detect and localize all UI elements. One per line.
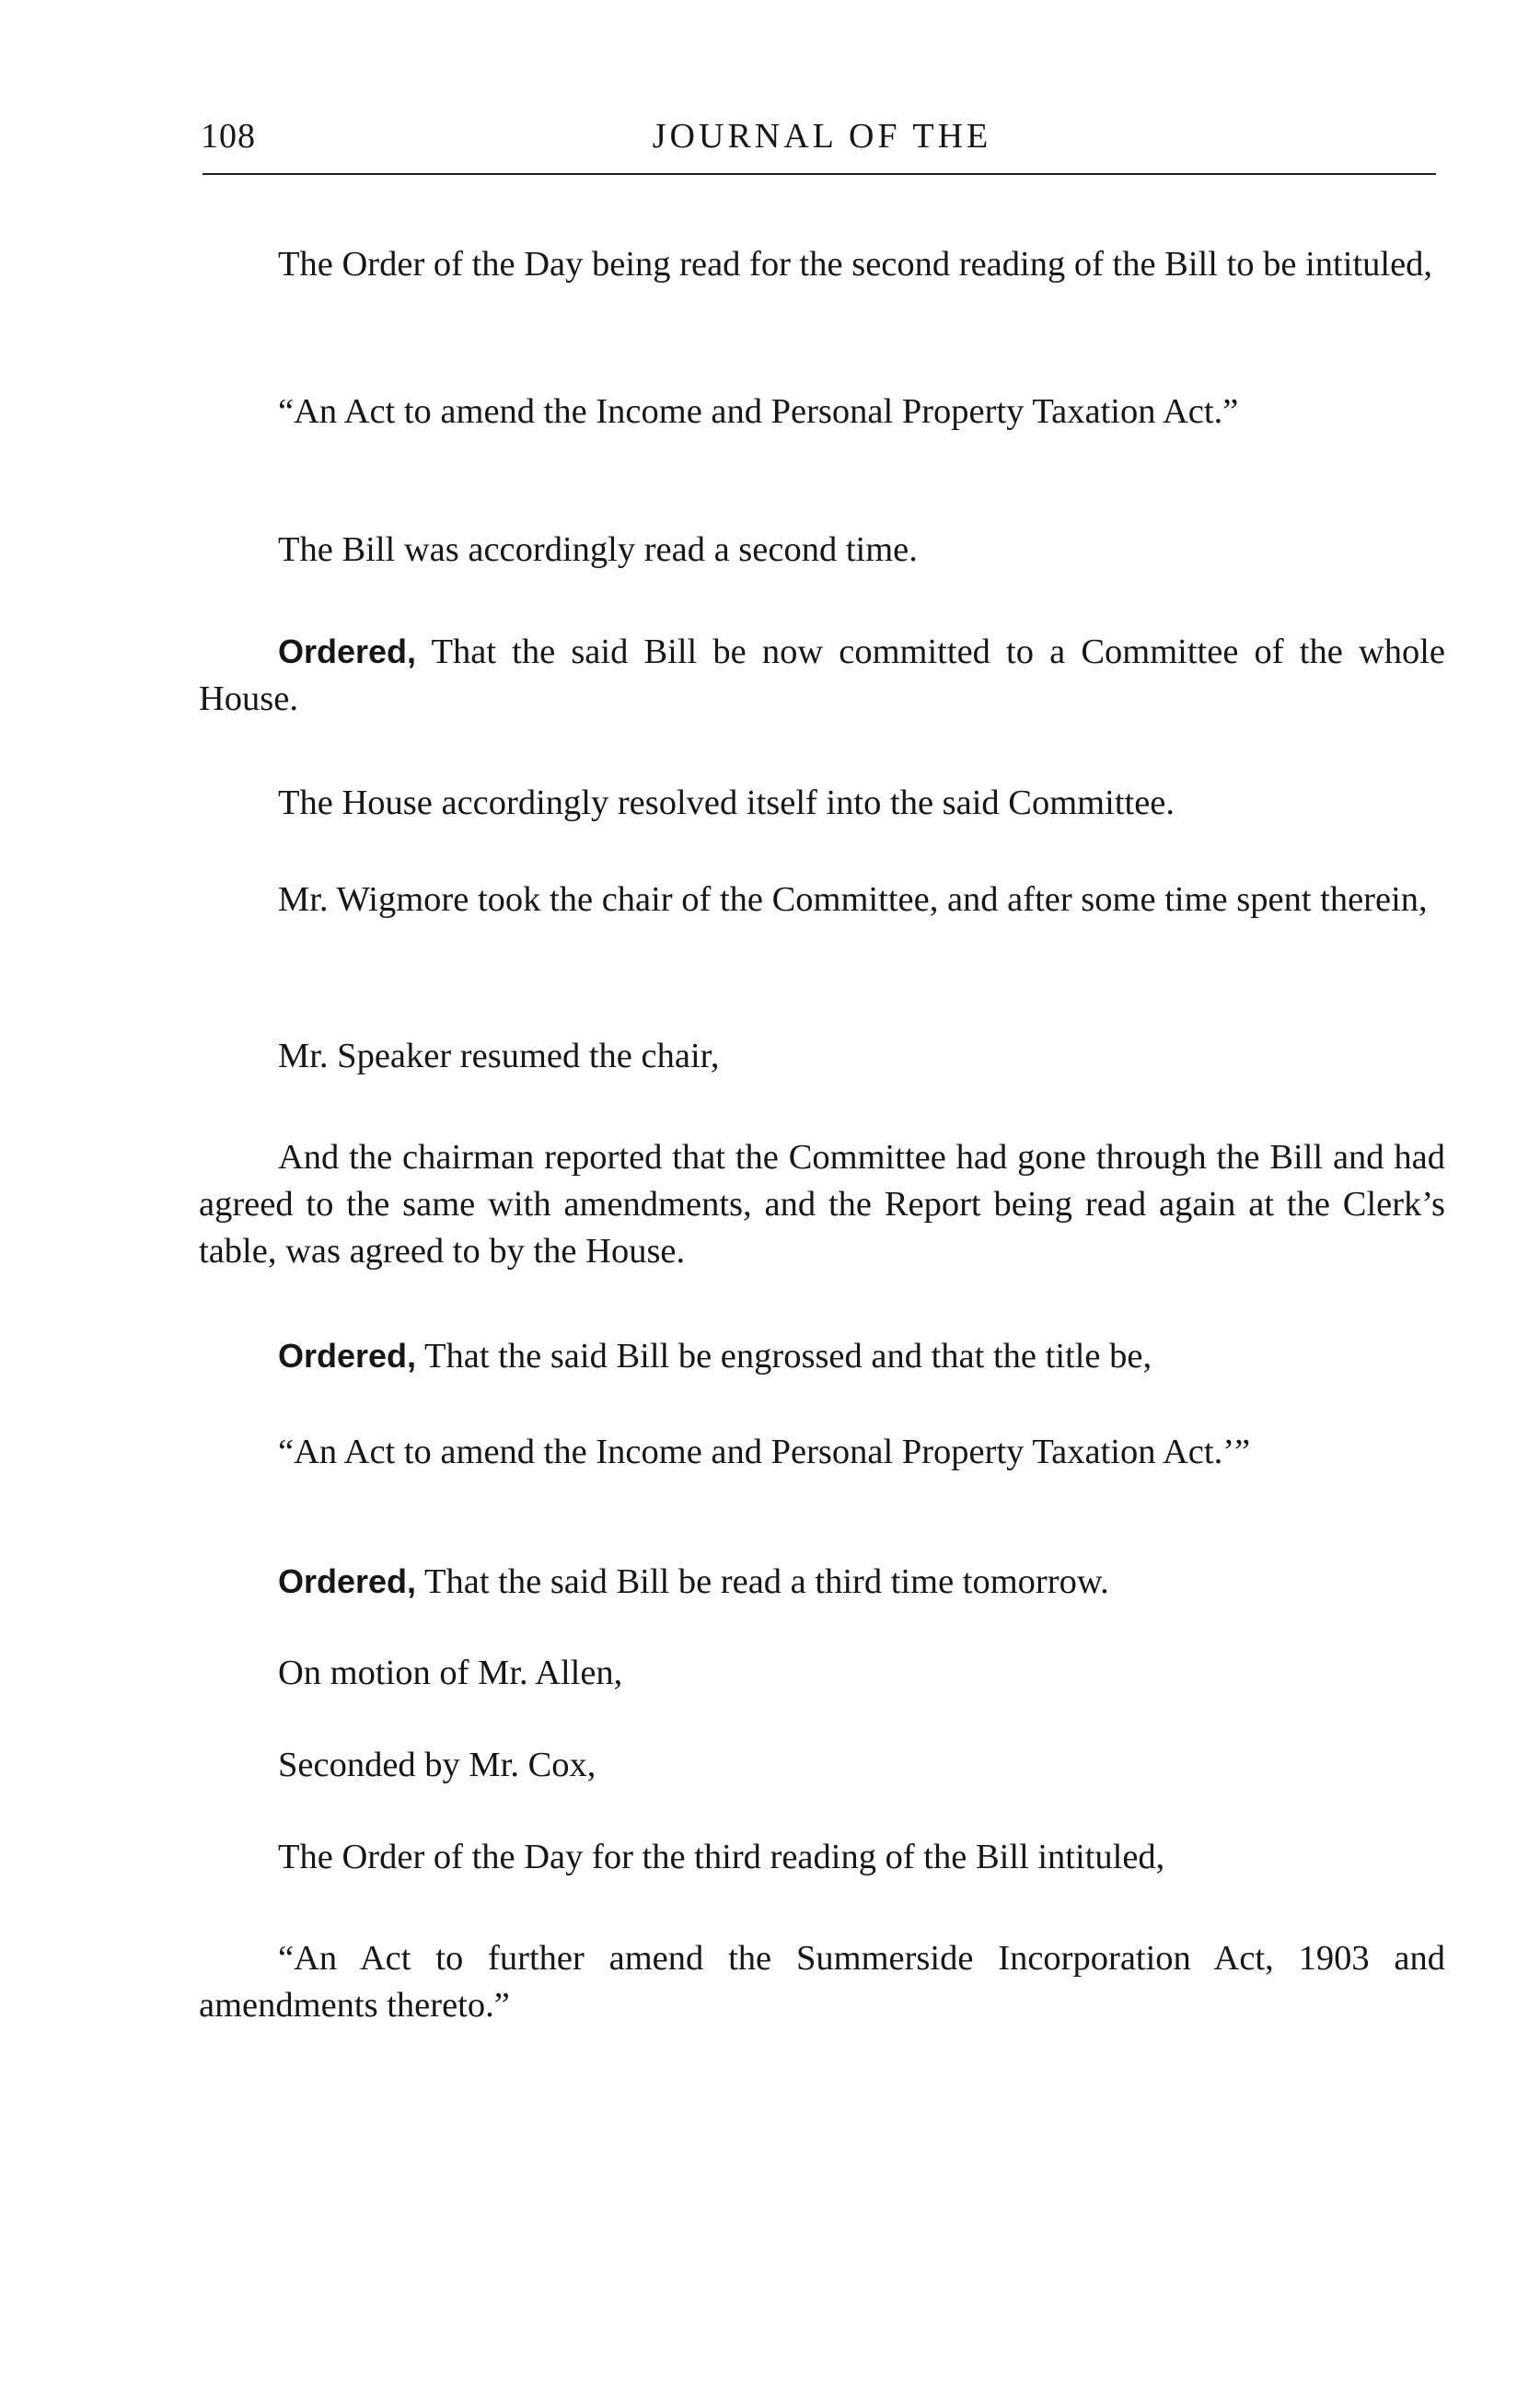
paragraph-chairman-reported <box>199 1134 1445 1275</box>
paragraph-wigmore-chair <box>199 876 1445 923</box>
paragraph-text: The House accordingly resolved itself into the said Committee. <box>278 784 1175 822</box>
page-header <box>201 109 1443 164</box>
paragraph-text: The Order of the Day being read for the second reading of the Bill to be intituled, <box>278 245 1433 284</box>
paragraph-text: The Bill was accordingly read a second time. <box>278 530 918 569</box>
paragraph-text: That the said Bill be read a third time tomorrow. <box>416 1562 1109 1601</box>
paragraph-act-title <box>199 389 1445 435</box>
paragraph-summerside-act <box>199 1935 1445 2029</box>
ordered-label: Ordered, <box>278 1337 417 1375</box>
paragraph-text: “An Act to further amend the Summerside Incorporation Act, 1903 and amendments thereto.” <box>199 1939 1445 2025</box>
paragraph-text: And the chairman reported that the Committee had gone through the Bill and had agreed to the same with amendments, and the Report being read again at the Clerk’s table, was agreed to by the House. <box>199 1138 1445 1271</box>
paragraph-text: That the said Bill be engrossed and that the title be, <box>416 1337 1152 1376</box>
paragraph-text: “An Act to amend the Income and Personal Property Taxation Act.’” <box>278 1433 1251 1471</box>
paragraph-text: Seconded by Mr. Cox, <box>278 1746 596 1784</box>
running-head: JOURNAL OF THE <box>652 117 992 156</box>
paragraph-speaker-resumed <box>199 1033 1445 1080</box>
paragraph-act-title-engrossed <box>199 1429 1445 1476</box>
page-number: 108 <box>201 117 256 156</box>
paragraph-text: Mr. Speaker resumed the chair, <box>278 1037 720 1075</box>
ordered-label: Ordered, <box>278 633 417 670</box>
paragraph-ordered-engrossed <box>199 1332 1445 1380</box>
header-rule <box>203 173 1436 175</box>
paragraph-text: “An Act to amend the Income and Personal Property Taxation Act.” <box>278 392 1239 431</box>
ordered-label: Ordered, <box>278 1562 417 1600</box>
paragraph-text: The Order of the Day for the third reading of the Bill intituled, <box>278 1838 1165 1876</box>
paragraph-text: That the said Bill be now committed to a Committee of the whole House. <box>199 633 1445 718</box>
paragraph-motion-allen <box>199 1650 1445 1697</box>
paragraph-ordered-third-reading <box>199 1558 1445 1606</box>
paragraph-order-of-day <box>199 241 1445 288</box>
paragraph-text: Mr. Wigmore took the chair of the Committee, and after some time spent therein, <box>278 880 1428 919</box>
paragraph-house-resolved <box>199 780 1445 827</box>
paragraph-seconded-cox <box>199 1742 1445 1789</box>
paragraph-text: On motion of Mr. Allen, <box>278 1654 623 1692</box>
paragraph-third-reading-order <box>199 1834 1445 1881</box>
paragraph-second-reading <box>199 527 1445 574</box>
paragraph-ordered-committed <box>199 628 1445 723</box>
